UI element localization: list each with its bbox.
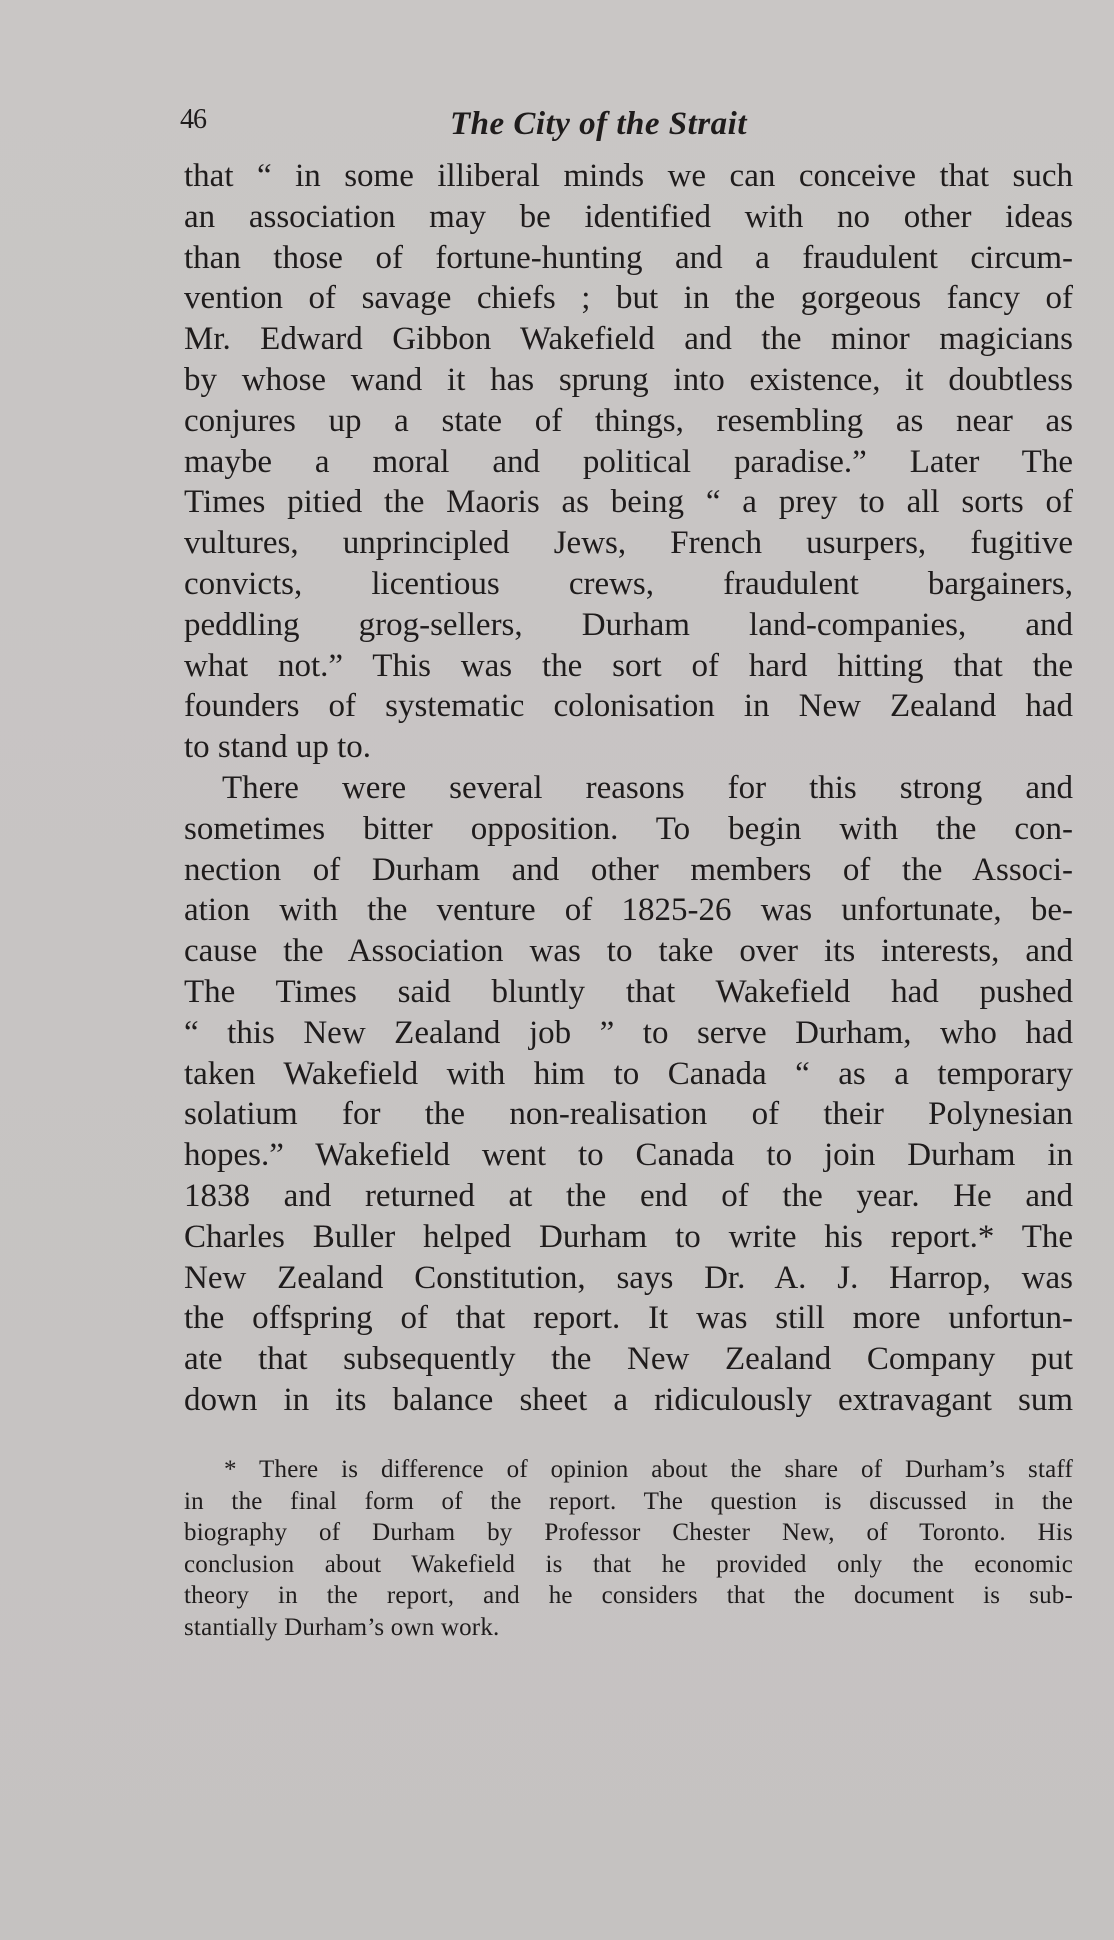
text-line: down in its balance sheet a ridiculously extravagant sum — [184, 1381, 1073, 1418]
text-line: sometimes bitter opposition. To begin with the con- — [184, 810, 1073, 847]
text-line: The Times said bluntly that Wakefield had pushed — [184, 973, 1073, 1010]
text-line: what not.” This was the sort of hard hitting that the — [184, 647, 1073, 684]
body-text — [184, 156, 1073, 1421]
text-line: taken Wakefield with him to Canada “ as a temporary — [184, 1055, 1073, 1092]
footnote-line: conclusion about Wakefield is that he provided only the economic — [184, 1550, 1073, 1578]
page-number: 46 — [180, 104, 206, 135]
footnote-line: * There is difference of opinion about the share of Durham’s staff — [224, 1456, 1073, 1483]
text-line: maybe a moral and political paradise.” Later The — [184, 443, 1073, 480]
page-header — [180, 104, 1075, 148]
text-line: nection of Durham and other members of the Associ- — [184, 851, 1073, 888]
text-line: ation with the venture of 1825-26 was unfortunate, be- — [184, 892, 1073, 929]
text-line: hopes.” Wakefield went to Canada to join Durham in — [184, 1137, 1073, 1174]
text-line: ate that subsequently the New Zealand Company put — [184, 1341, 1073, 1378]
footnote-line: biography of Durham by Professor Chester New, of Toronto. His — [184, 1519, 1073, 1546]
text-line: solatium for the non-realisation of their Polynesian — [184, 1096, 1073, 1133]
text-line: Mr. Edward Gibbon Wakefield and the minor magicians — [184, 321, 1073, 358]
text-line: 1838 and returned at the end of the year. He and — [184, 1177, 1073, 1214]
footnote-line: stantially Durham’s own work. — [184, 1613, 500, 1641]
text-line: convicts, licentious crews, fraudulent bargainers, — [184, 565, 1073, 602]
text-line: There were several reasons for this strong and — [222, 769, 1073, 806]
text-line: New Zealand Constitution, says Dr. A. J. Harrop, was — [184, 1259, 1073, 1296]
text-line: that “ in some illiberal minds we can conceive that such — [184, 158, 1073, 194]
text-line: an association may be identified with no other ideas — [184, 198, 1073, 235]
text-line: Charles Buller helped Durham to write his report.* The — [184, 1218, 1073, 1255]
text-line: than those of fortune-hunting and a fraudulent circum- — [184, 239, 1073, 276]
text-line: cause the Association was to take over its interests, and — [184, 933, 1073, 970]
running-head: The City of the Strait — [450, 106, 748, 142]
text-line: by whose wand it has sprung into existence, it doubtless — [184, 361, 1073, 398]
text-line: peddling grog-sellers, Durham land-companies, and — [184, 606, 1073, 643]
text-line: conjures up a state of things, resembling as near as — [184, 402, 1073, 439]
text-line: founders of systematic colonisation in New Zealand had — [184, 688, 1073, 725]
text-line: “ this New Zealand job ” to serve Durham, who had — [184, 1014, 1073, 1051]
footnote — [184, 1454, 1073, 1643]
text-line: to stand up to. — [184, 729, 371, 766]
footnote-line: theory in the report, and he considers that the document is sub- — [184, 1582, 1073, 1609]
text-line: vultures, unprincipled Jews, French usurpers, fugitive — [184, 525, 1073, 562]
text-line: Times pitied the Maoris as being “ a prey to all sorts of — [184, 484, 1073, 521]
footnote-line: in the final form of the report. The question is discussed in the — [184, 1487, 1073, 1515]
text-line: vention of savage chiefs ; but in the gorgeous fancy of — [184, 280, 1073, 317]
text-line: the offspring of that report. It was still more unfortun- — [184, 1300, 1073, 1337]
